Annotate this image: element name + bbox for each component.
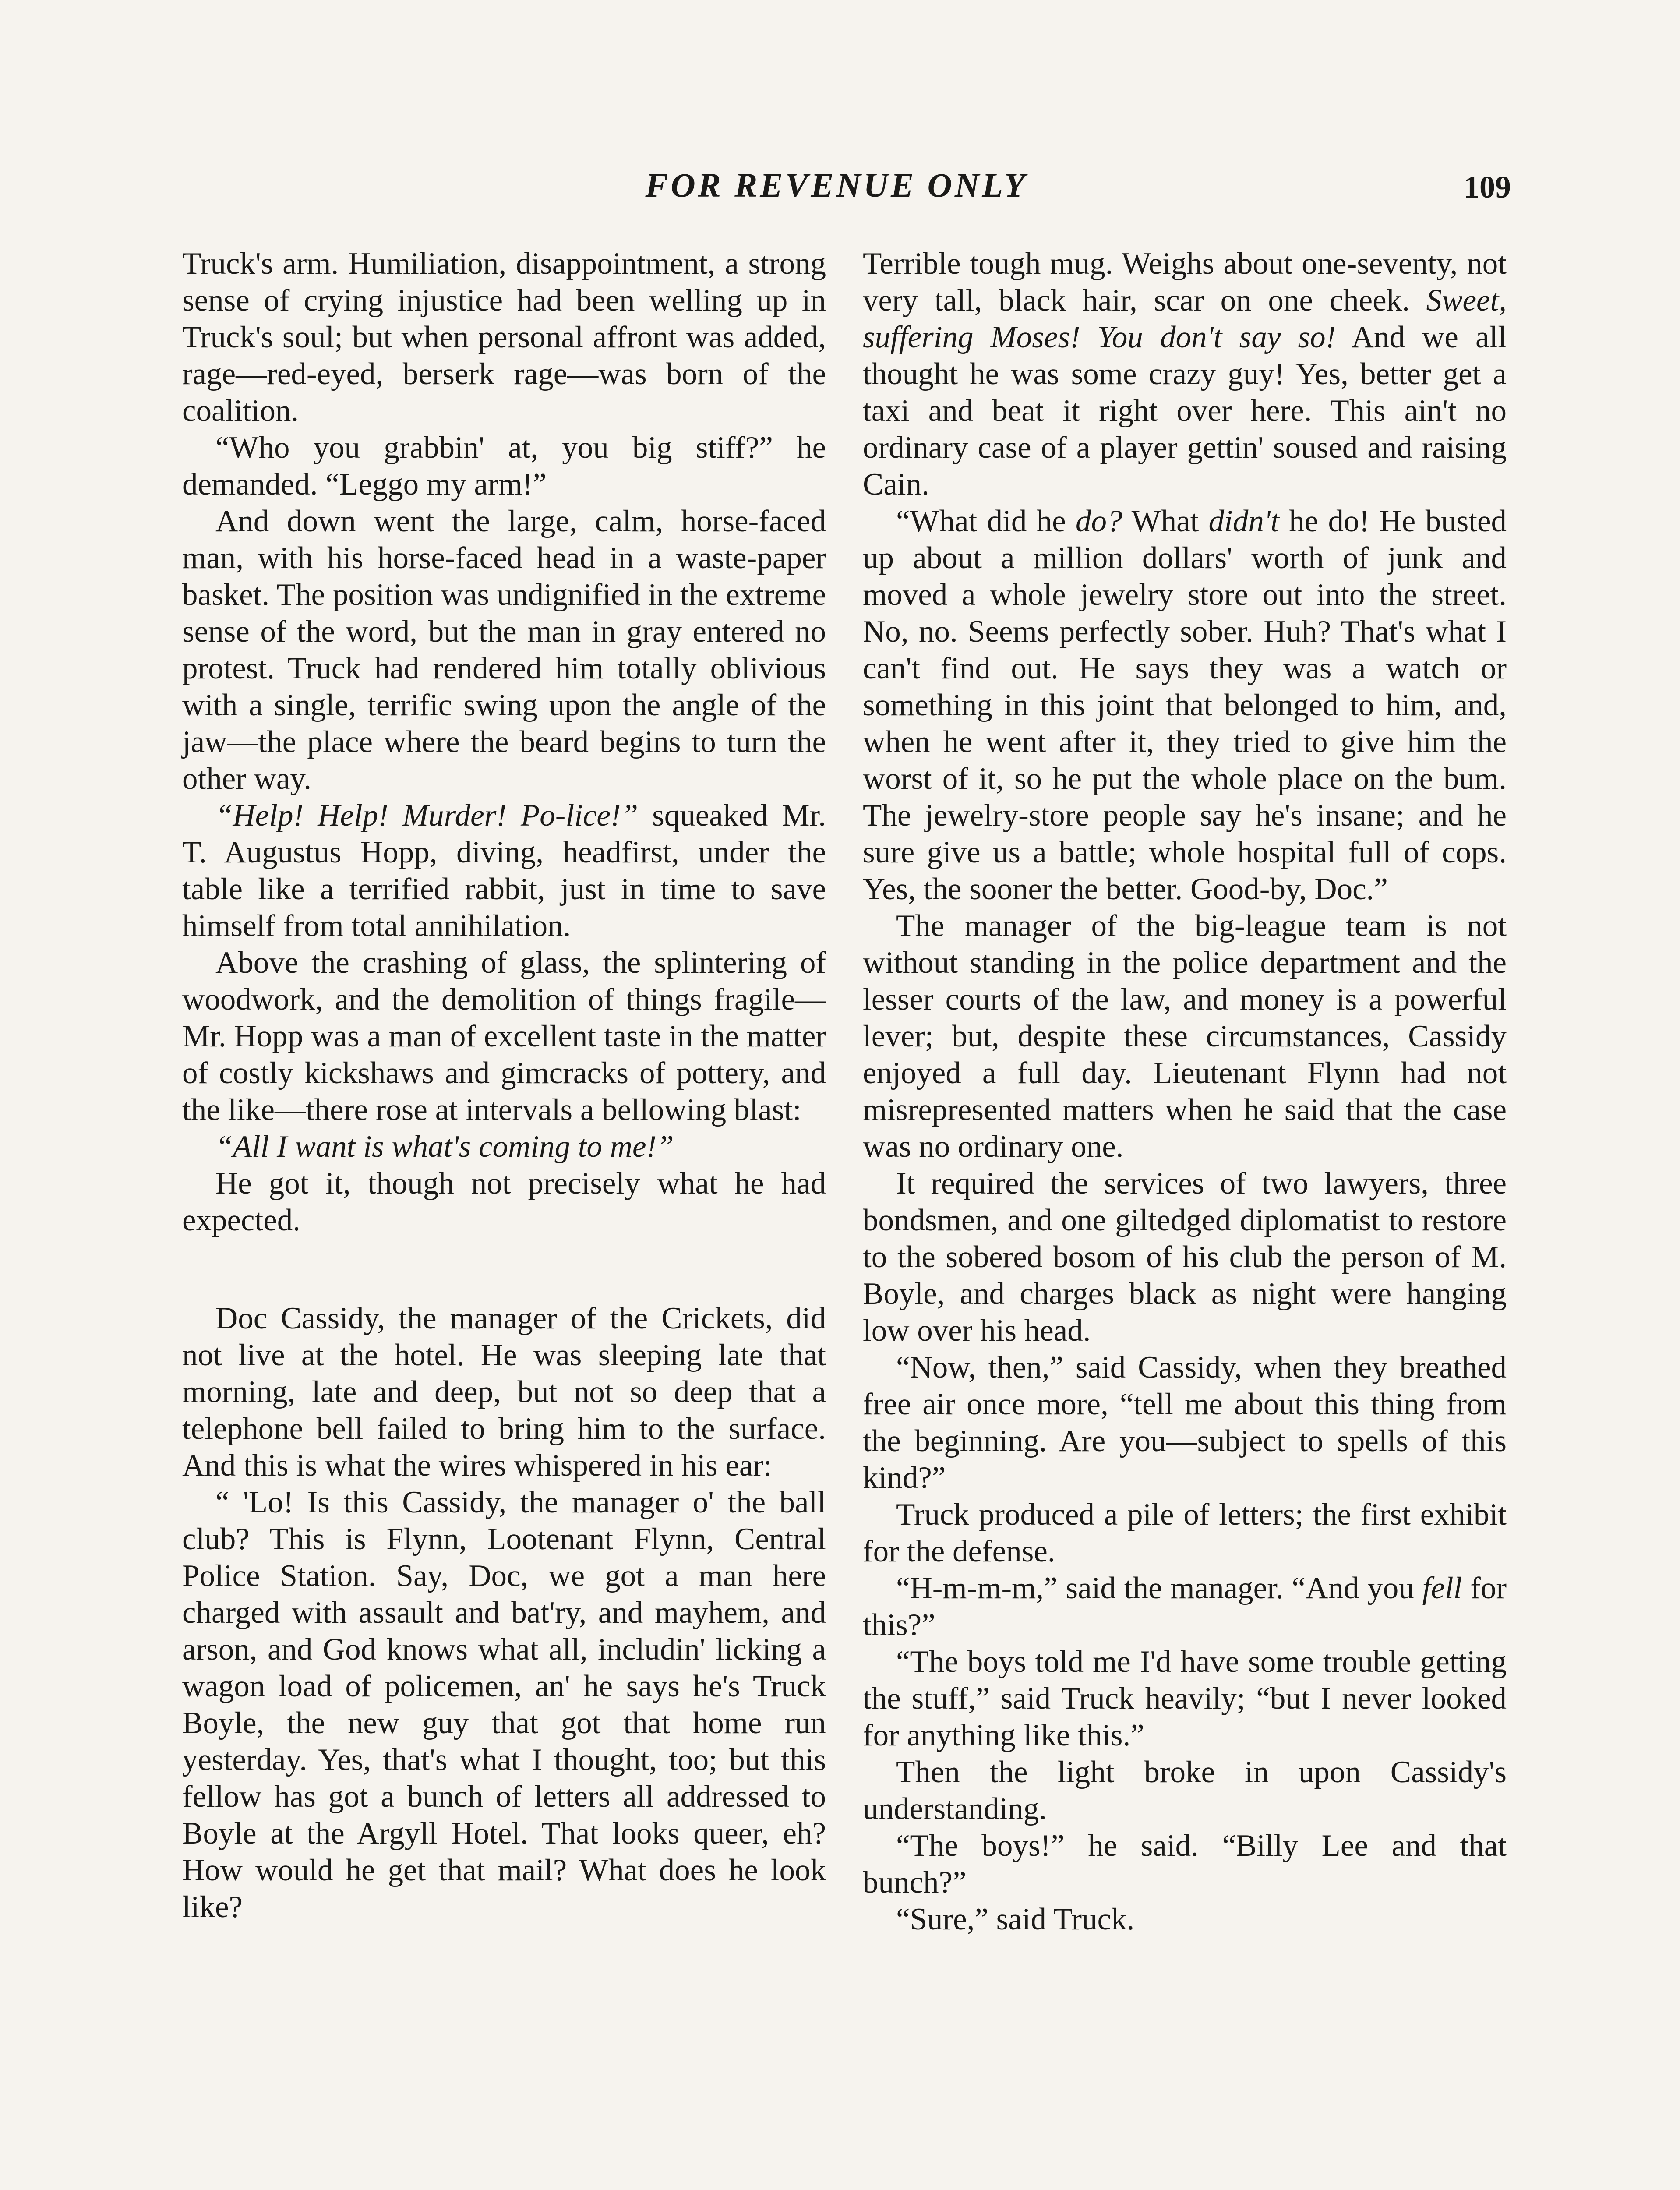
italic-text: do? — [1076, 504, 1122, 538]
italic-text: “Help! Help! Murder! Po-lice!” — [215, 798, 639, 833]
page-header — [0, 166, 1680, 214]
paragraph — [863, 245, 1507, 503]
paragraph: The manager of the big-league team is not without standing in the police department and the lesser courts of the law, and money is a powerful lever; but, despite these circumstances, Cassidy enjoyed a full day. Lieutenant Flynn had not misrepresented matters when he said that the case was no ordinary one. — [863, 909, 1507, 1164]
paragraph: Truck produced a pile of letters; the first exhibit for the defense. — [863, 1498, 1507, 1568]
paragraph — [182, 797, 826, 944]
italic-text: fell — [1422, 1571, 1462, 1605]
paragraph-text: he do! He busted up about a million dollars' worth of junk and moved a whole jewelry store out into the street. No, no. Seems perfectly sober. Huh? That's what I can't find out. He says they was a watch or something in this joint that belonged to him, and, when he went after it, they tried to give him the worst of it, so he put the whole place on the bum. The jewelry-store people say he's insane; and he sure give us a battle; whole hospital full of cops. Yes, the sooner the better. Good-by, Doc.” — [863, 504, 1507, 906]
paragraph: “ 'Lo! Is this Cassidy, the manager o' the ball club? This is Flynn, Lootenant Flynn, Central Police Station. Say, Doc, we got a man here charged with assault and bat'ry, and mayhem, and arson, and God knows what all, includin' licking a wagon load of policemen, an' he says he's Truck Boyle, the new guy that got that home run yesterday. Yes, that's what I thought, too; but this fellow has got a bunch of letters all addressed to Boyle at the Argyll Hotel. That looks queer, eh? How would he get that mail? What does he look like? — [182, 1485, 826, 1924]
paragraph-text: for this?” — [863, 1571, 1507, 1642]
right-column — [863, 245, 1507, 1938]
paragraph: And down went the large, calm, horse-faced man, with his horse-faced head in a waste-paper basket. The position was undignified in the extreme sense of the word, but the man in gray entered no protest. Truck had rendered him totally oblivious with a single, terrific swing upon the angle of the jaw—the place where the beard begins to turn the other way. — [182, 504, 826, 796]
running-title: FOR REVENUE ONLY — [645, 166, 1028, 204]
paragraph-text: What — [1122, 504, 1209, 538]
paragraph-text: squeaked Mr. T. Augustus Hopp, diving, headfirst, under the table like a terrified rabbit, just in time to save himself from total annihilation. — [182, 798, 826, 943]
section-break — [182, 1239, 826, 1300]
paragraph: Truck's arm. Humiliation, disappointment, a strong sense of crying injustice had been welling up in Truck's soul; but when personal affront was added, rage—red-eyed, berserk rage—was born of the coalition. — [182, 247, 826, 428]
italic-text: didn't — [1208, 504, 1279, 538]
paragraph: It required the services of two lawyers, three bondsmen, and one giltedged diplomatist to restore to the sobered bosom of his club the person of M. Boyle, and charges black as night were hanging low over his head. — [863, 1166, 1507, 1348]
paragraph: Doc Cassidy, the manager of the Crickets, did not live at the hotel. He was sleeping late that morning, late and deep, but not so deep that a telephone bell failed to bring him to the surface. And this is what the wires whispered in his ear: — [182, 1301, 826, 1483]
paragraph: “The boys!” he said. “Billy Lee and that bunch?” — [863, 1829, 1507, 1900]
paragraph: “Who you grabbin' at, you big stiff?” he demanded. “Leggo my arm!” — [182, 431, 826, 502]
left-column — [182, 245, 826, 1925]
paragraph: Then the light broke in upon Cassidy's understanding. — [863, 1755, 1507, 1826]
paragraph: “All I want is what's coming to me!” — [215, 1130, 674, 1164]
paragraph: “Sure,” said Truck. — [896, 1902, 1135, 1936]
paragraph-text: Terrible tough mug. Weighs about one-seventy, not very tall, black hair, scar on one cheek. — [863, 247, 1507, 318]
paragraph: Above the crashing of glass, the splintering of woodwork, and the demolition of things fragile—Mr. Hopp was a man of excellent taste in the matter of costly kickshaws and gimcracks of pottery, and the like—there rose at intervals a bellowing blast: — [182, 946, 826, 1127]
paragraph-text: And we all thought he was some crazy guy! Yes, better get a taxi and beat it right over here. This ain't no ordinary case of a player gettin' soused and raising Cain. — [863, 320, 1507, 502]
italic-text: Sweet, suffering Moses! You don't say so! — [863, 283, 1507, 354]
paragraph — [863, 1570, 1507, 1643]
paragraph — [863, 503, 1507, 908]
paragraph: He got it, though not precisely what he had expected. — [182, 1166, 826, 1237]
paragraph: “The boys told me I'd have some trouble getting the stuff,” said Truck heavily; “but I never looked for anything like this.” — [863, 1645, 1507, 1752]
paragraph-text: “H-m-m-m,” said the manager. “And you — [896, 1571, 1422, 1605]
paragraph-text: “What did he — [896, 504, 1076, 538]
paragraph: “Now, then,” said Cassidy, when they breathed free air once more, “tell me about this thing from the beginning. Are you—subject to spells of this kind?” — [863, 1350, 1507, 1495]
page-number: 109 — [1464, 170, 1511, 205]
